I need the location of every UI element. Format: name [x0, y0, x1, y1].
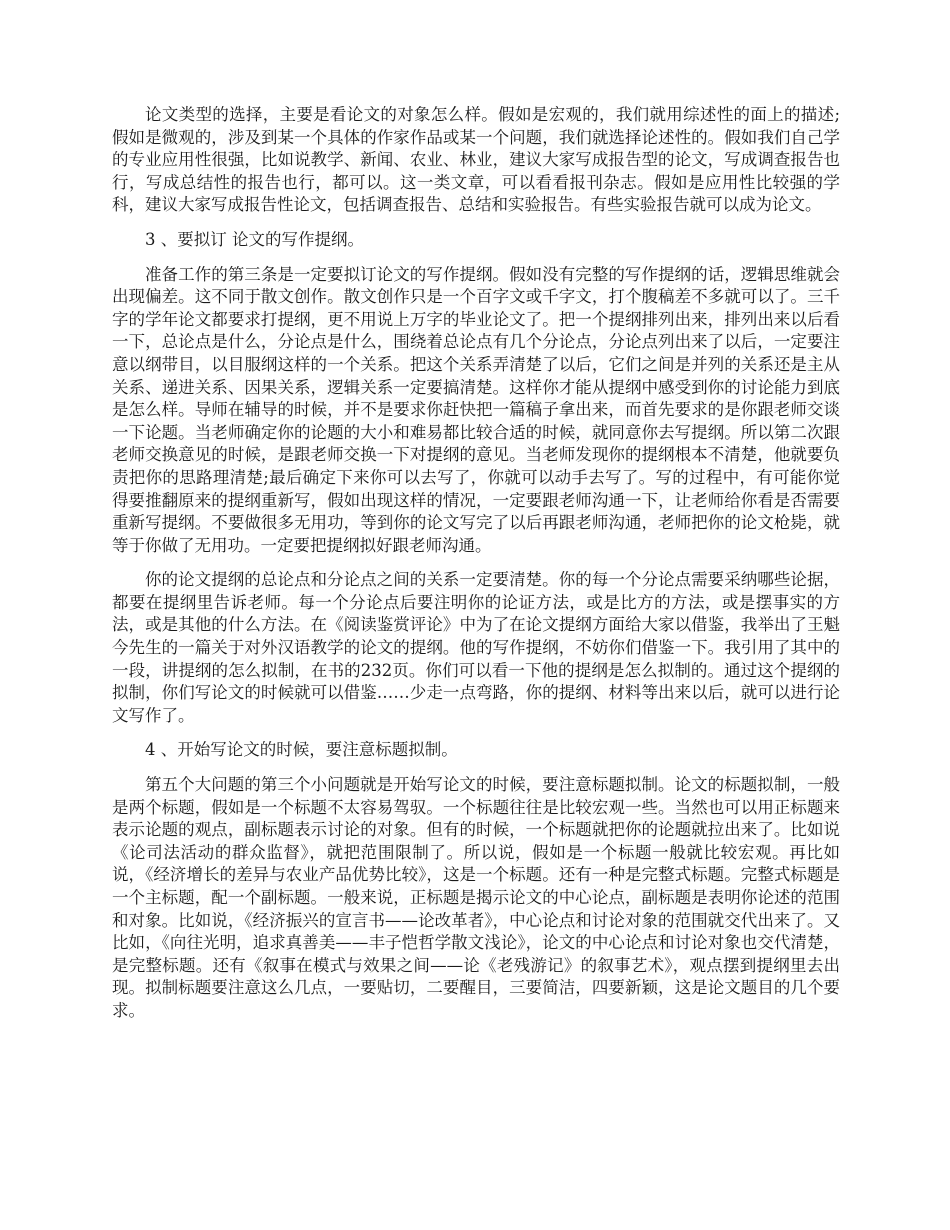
paragraph-thesis-type: 论文类型的选择，主要是看论文的对象怎么样。假如是宏观的，我们就用综述性的面上的描述;假如是微观的，涉及到某一个具体的作家作品或某一个问题，我们就选择论述性的。假如我们自己学的专业应用性很强，比如说教学、新闻、农业、林业，建议大家写成报告型的论文，写成调查报告也行，写成总结性的报告也行，都可以。这一类文章，可以看看报刊杂志。假如是应用性比较强的学科，建议大家写成报告性论文，包括调查报告、总结和实验报告。有些实验报告就可以成为论文。: [112, 105, 840, 215]
document-body: [112, 104, 840, 1035]
section-heading-outline: 3 、要拟订 论文的写作提纲。: [145, 229, 364, 249]
section-heading-title: 4 、开始写论文的时候，要注意标题拟制。: [145, 740, 458, 760]
paragraph-title-drafting: 第五个大问题的第三个小问题就是开始写论文的时候，要注意标题拟制。论文的标题拟制，一般是两个标题，假如是一个标题不太容易驾驭。一个标题往往是比较宏观一些。当然也可以用正标题来表示论题的观点，副标题表示讨论的对象。但有的时候，一个标题就把你的论题就拉出来了。比如说《论司法活动的群众监督》，就把范围限制了。所以说，假如是一个标题一般就比较宏观。再比如说，《经济增长的差异与农业产品优势比较》，这是一个标题。还有一种是完整式标题。完整式标题是一个主标题，配一个副标题。一般来说，正标题是揭示论文的中心论点，副标题是表明你论述的范围和对象。比如说，《经济振兴的宣言书——论改革者》，中心论点和讨论对象的范围就交代出来了。又比如，《向往光明，追求真善美——丰子恺哲学散文浅论》，论文的中心论点和讨论对象也交代清楚，是完整标题。还有《叙事在模式与效果之间——论《老残游记》的叙事艺术》，观点摆到提纲里去出现。拟制标题要注意这么几点，一要贴切，二要醒目，三要简洁，四要新颖，这是论文题目的几个要求。: [112, 775, 840, 1020]
paragraph-outline-preparation: 准备工作的第三条是一定要拟订论文的写作提纲。假如没有完整的写作提纲的话，逻辑思维就会出现偏差。这不同于散文创作。散文创作只是一个百字文或千字文，打个腹稿差不多就可以了。三千字的学年论文都要求打提纲，更不用说上万字的毕业论文了。把一个提纲排列出来，排列出来以后看一下，总论点是什么，分论点是什么，围绕着总论点有几个分论点，分论点列出来了以后，一定要注意以纲带目，以目服纲这样的一个关系。把这个关系弄清楚了以后，它们之间是并列的关系还是主从关系、递进关系、因果关系，逻辑关系一定要搞清楚。这样你才能从提纲中感受到你的讨论能力到底是怎么样。导师在辅导的时候，并不是要求你赶快把一篇稿子拿出来，而首先要求的是你跟老师交谈一下论题。当老师确定你的论题的大小和难易都比较合适的时候，就同意你去写提纲。所以第二次跟老师交换意见的时候，是跟老师交换一下对提纲的意见。当老师发现你的提纲根本不清楚，他就要负责把你的思路理清楚;最后确定下来你可以去写了，你就可以动手去写了。写的过程中，有可能你觉得要推翻原来的提纲重新写，假如出现这样的情况，一定要跟老师沟通一下，让老师给你看是否需要重新写提纲。不要做很多无用功，等到你的论文写完了以后再跟老师沟通，老师把你的论文枪毙，就等于你做了无用功。一定要把提纲拟好跟老师沟通。: [112, 264, 840, 555]
paragraph-outline-relations: 你的论文提纲的总论点和分论点之间的关系一定要清楚。你的每一个分论点需要采纳哪些论据，都要在提纲里告诉老师。每一个分论点后要注明你的论证方法，或是比方的方法，或是摆事实的方法，或是其他的什么方法。在《阅读鉴赏评论》中为了在论文提纲方面给大家以借鉴，我举出了王魁今先生的一篇关于对外汉语教学的论文的提纲。他的写作提纲，不妨你们借鉴一下。我引用了其中的一段，讲提纲的怎么拟制，在书的232页。你们可以看一下他的提纲是怎么拟制的。通过这个提纲的拟制，你们写论文的时候就可以借鉴……少走一点弯路，你的提纲、材料等出来以后，就可以进行论文写作了。: [112, 570, 840, 725]
